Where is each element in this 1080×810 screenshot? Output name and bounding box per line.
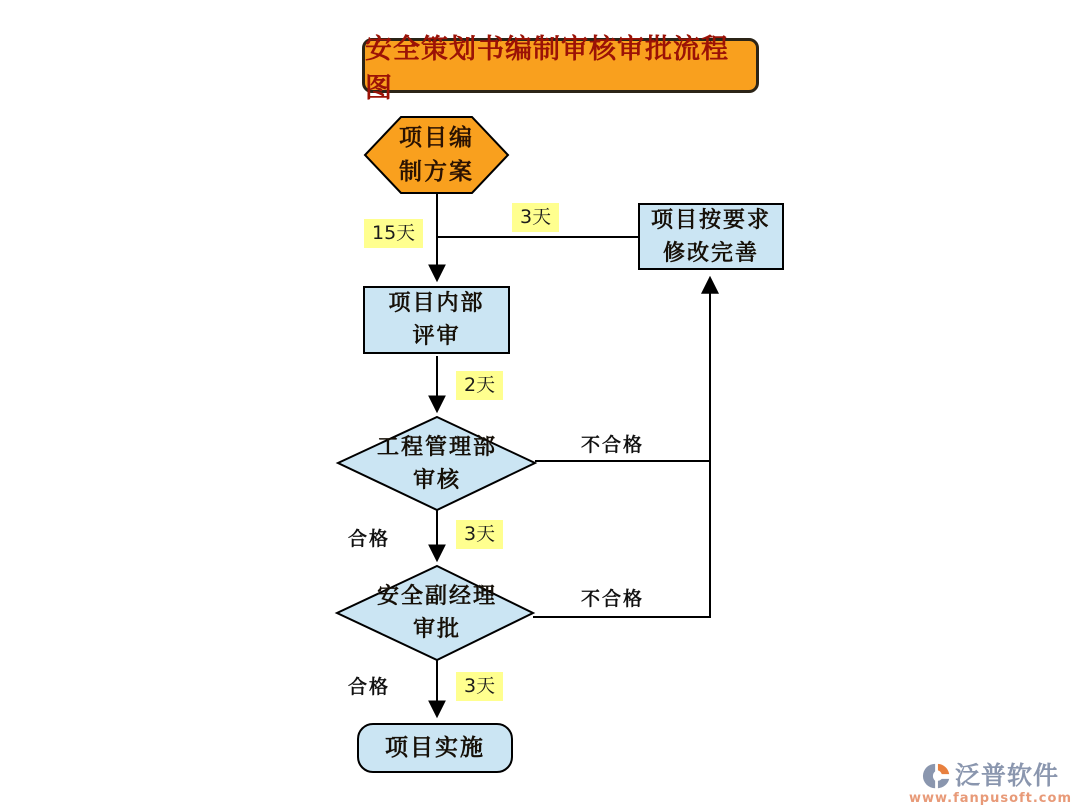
- flowchart-title-text: 安全策划书编制审核审批流程图: [365, 33, 729, 104]
- fanpu-logo-brand: 泛普软件: [954, 760, 1059, 790]
- modify-node-line1: 项目按要求: [650, 206, 771, 233]
- fanpu-pinwheel-icon: [922, 761, 952, 791]
- start-node-line2: 制方案: [399, 158, 474, 185]
- fanpu-logo: [909, 761, 1072, 806]
- duration-tag-modify-3-days: 3天: [512, 203, 559, 232]
- duration-tag-2-days: 2天: [456, 371, 503, 400]
- flowchart-title: [362, 33, 759, 104]
- start-node-project-plan: [365, 117, 508, 193]
- modify-node-line2: 修改完善: [662, 239, 759, 266]
- fanpu-logo-url: www.fanpusoft.com: [908, 791, 1072, 806]
- internal-review-node: [363, 286, 510, 354]
- internal-review-line1: 项目内部: [388, 290, 485, 316]
- deputy-approval-node: [342, 573, 532, 653]
- dept-review-node: [342, 424, 532, 504]
- deputy-approval-line1: 安全副经理: [376, 583, 497, 609]
- modify-node: [638, 203, 784, 270]
- deputy-approval-line2: 审批: [412, 616, 461, 642]
- dept-fail-label: 不合格: [581, 434, 645, 456]
- duration-tag-15-days: 15天: [364, 219, 423, 248]
- dept-review-line1: 工程管理部: [376, 434, 497, 460]
- duration-tag-dept-3-days: 3天: [456, 520, 503, 549]
- implement-node-text: 项目实施: [385, 733, 485, 761]
- start-node-line1: 项目编: [399, 123, 474, 151]
- dept-pass-label: 合格: [348, 528, 391, 550]
- duration-tag-deputy-3-days: 3天: [456, 672, 503, 701]
- dept-review-line2: 审核: [412, 467, 461, 493]
- deputy-pass-label: 合格: [348, 676, 391, 698]
- deputy-fail-label: 不合格: [581, 588, 645, 610]
- implement-node: [357, 723, 513, 773]
- internal-review-line2: 评审: [412, 323, 461, 349]
